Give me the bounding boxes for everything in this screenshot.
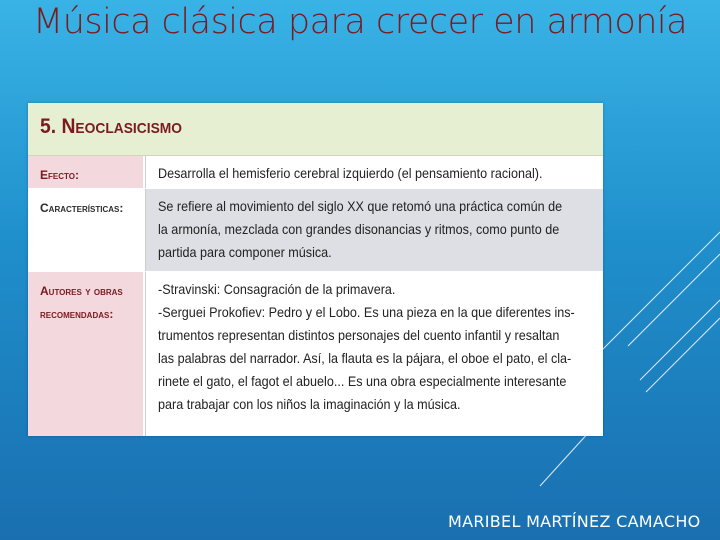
label-line: Autores y obras <box>40 284 123 298</box>
content-line: para trabajar con los niños la imaginación y la música. <box>158 396 461 412</box>
content-line: rinete el gato, el fagot el abuelo... Es una obra especialmente interesante <box>158 373 567 389</box>
row-content <box>145 156 603 188</box>
row-content <box>145 272 603 436</box>
card-heading: 5. Neoclasicismo <box>40 115 183 138</box>
row-caracteristicas <box>28 189 603 271</box>
row-label: Características: <box>28 189 143 271</box>
author-footer: MARIBEL MARTÍNEZ CAMACHO <box>448 512 701 531</box>
content-line: partida para componer música. <box>158 244 332 260</box>
content-line: trumentos representan distintos personajes del cuento infantil y resaltan <box>158 327 560 343</box>
row-label <box>28 272 143 436</box>
content-line: las palabras del narrador. Así, la flauta es la pájara, el oboe el pato, el cla- <box>158 350 572 366</box>
content-line: la armonía, mezclada con grandes disonancias y ritmos, como punto de <box>158 221 560 237</box>
info-card <box>28 103 603 436</box>
content-line: -Serguei Prokofiev: Pedro y el Lobo. Es una pieza en la que diferentes ins- <box>158 304 575 320</box>
card-header <box>28 103 603 156</box>
content-line: Desarrolla el hemisferio cerebral izquierdo (el pensamiento racional). <box>158 165 543 181</box>
row-content <box>145 189 603 271</box>
label-line: recomendadas: <box>40 307 114 321</box>
slide-title: Música clásica para crecer en armonía <box>33 2 688 42</box>
row-efecto <box>28 156 603 188</box>
row-autores <box>28 272 603 436</box>
content-line: Se refiere al movimiento del siglo XX que retomó una práctica común de <box>158 198 563 214</box>
content-line: -Stravinski: Consagración de la primavera. <box>158 281 396 297</box>
row-label: Efecto: <box>28 156 143 188</box>
